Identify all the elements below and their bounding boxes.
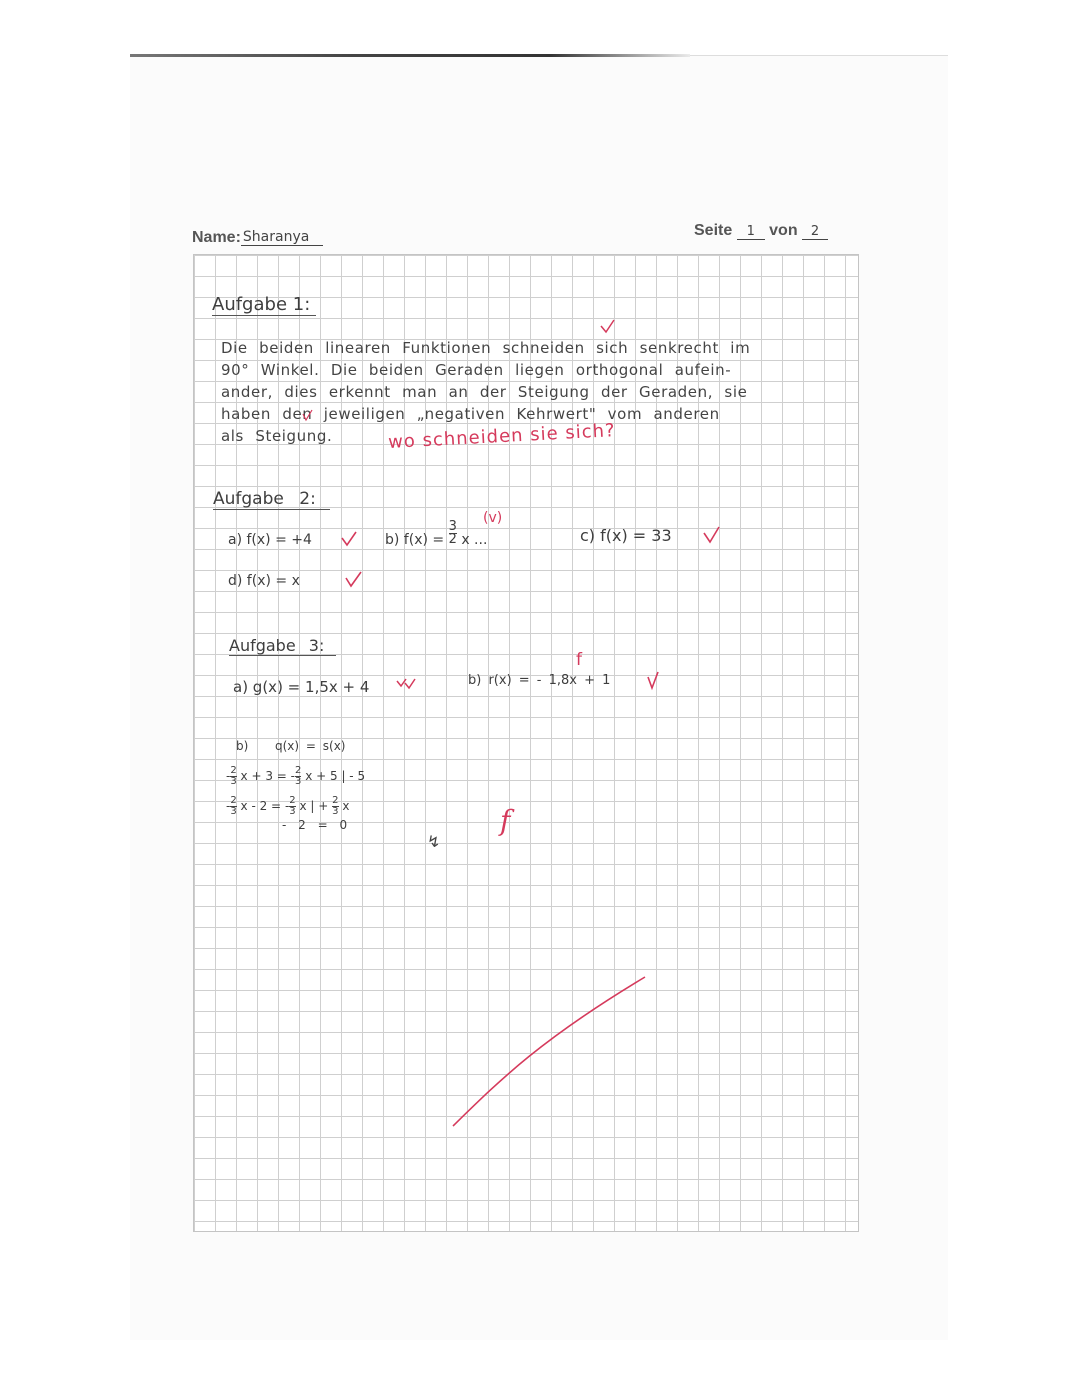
- fraction-denominator: 3: [230, 806, 237, 817]
- equation-row-3: - 2 = 0: [282, 818, 348, 832]
- fraction-numerator: 2: [295, 765, 302, 776]
- aufgabe2-b-mark: (v): [483, 510, 503, 526]
- aufgabe2-b-fraction: [448, 518, 457, 547]
- fraction-denominator: 3: [295, 776, 302, 787]
- scan-edge-line-faint: [690, 55, 948, 56]
- page-label: Seite: [694, 222, 733, 239]
- fraction: [230, 796, 236, 817]
- fraction: [295, 766, 301, 787]
- scan-edge-line: [130, 54, 690, 57]
- equation-row-1: - $\frac{2}{3}$ x + 3 = - $\frac{2}{3}$ x + 5 | - 5: [226, 765, 366, 787]
- name-value: Sharanya: [241, 229, 323, 246]
- aufgabe1-title: Aufgabe 1:: [212, 294, 316, 316]
- answer-line: haben den jeweiligen „negativen Kehrwert" vom anderen: [221, 405, 720, 423]
- aufgabe2-d: d) f(x) = x: [228, 573, 300, 589]
- answer-line: ander, dies erkennt man an der Steigung der Geraden, sie: [221, 383, 748, 401]
- answer-line: Die beiden linearen Funktionen schneiden sich senkrecht im: [221, 339, 751, 357]
- page-total: 2: [802, 224, 828, 240]
- page-current: 1: [737, 224, 765, 240]
- aufgabe2-c: c) f(x) = 33: [580, 526, 672, 545]
- fraction-denominator: 3: [332, 806, 339, 817]
- aufgabe2-title: Aufgabe 2:: [213, 489, 330, 510]
- aufgabe3-r-mark: f: [576, 650, 582, 670]
- contradiction-icon: ↯: [427, 832, 441, 851]
- row2-right: x | +: [299, 799, 333, 813]
- aufgabe3-b-label: b): [236, 739, 249, 753]
- row2-tail: x: [342, 799, 350, 813]
- teacher-correction-note: wo schneiden sie sich?: [387, 420, 617, 453]
- fraction-numerator: 2: [289, 795, 296, 806]
- fraction-numerator: 2: [332, 795, 339, 806]
- aufgabe2-b-suffix: x ...: [461, 532, 488, 548]
- fraction: [332, 796, 338, 817]
- answer-line: 90° Winkel. Die beiden Geraden liegen orthogonal aufein-: [221, 361, 732, 379]
- aufgabe2-b-prefix: b) f(x) =: [385, 532, 445, 548]
- fraction-denominator: 3: [230, 776, 237, 787]
- fraction-numerator: 3: [448, 518, 457, 534]
- name-field: [192, 229, 310, 247]
- fraction-numerator: 2: [230, 765, 237, 776]
- page-of-label: von: [769, 222, 798, 239]
- fraction-denominator: 3: [289, 806, 296, 817]
- aufgabe3-b-r: b) r(x) = - 1,8x + 1: [468, 673, 611, 688]
- fraction: [230, 766, 236, 787]
- equation-row-2: - $\frac{2}{3}$ x - 2 = - $\frac{2}{3}$ x | + $\frac{2}{3}$ x: [226, 795, 350, 817]
- aufgabe2-a: a) f(x) = +4: [228, 532, 312, 548]
- page-indicator: [694, 222, 828, 240]
- aufgabe3-b-equation: q(x) = s(x): [275, 739, 346, 753]
- aufgabe2-b: [385, 518, 488, 548]
- teacher-mark-f: f: [500, 804, 511, 837]
- row1-right: x + 5 | - 5: [305, 769, 366, 783]
- aufgabe3-title: Aufgabe 3:: [229, 636, 336, 656]
- fraction: [289, 796, 295, 817]
- answer-line: als Steigung.: [221, 427, 333, 445]
- name-label: Name:: [192, 229, 241, 246]
- row1-left: x + 3 =: [240, 769, 287, 783]
- row2-left: x - 2 =: [240, 799, 282, 813]
- aufgabe3-a: a) g(x) = 1,5x + 4: [233, 678, 370, 696]
- fraction-denominator: 2: [448, 531, 457, 547]
- fraction-numerator: 2: [230, 795, 237, 806]
